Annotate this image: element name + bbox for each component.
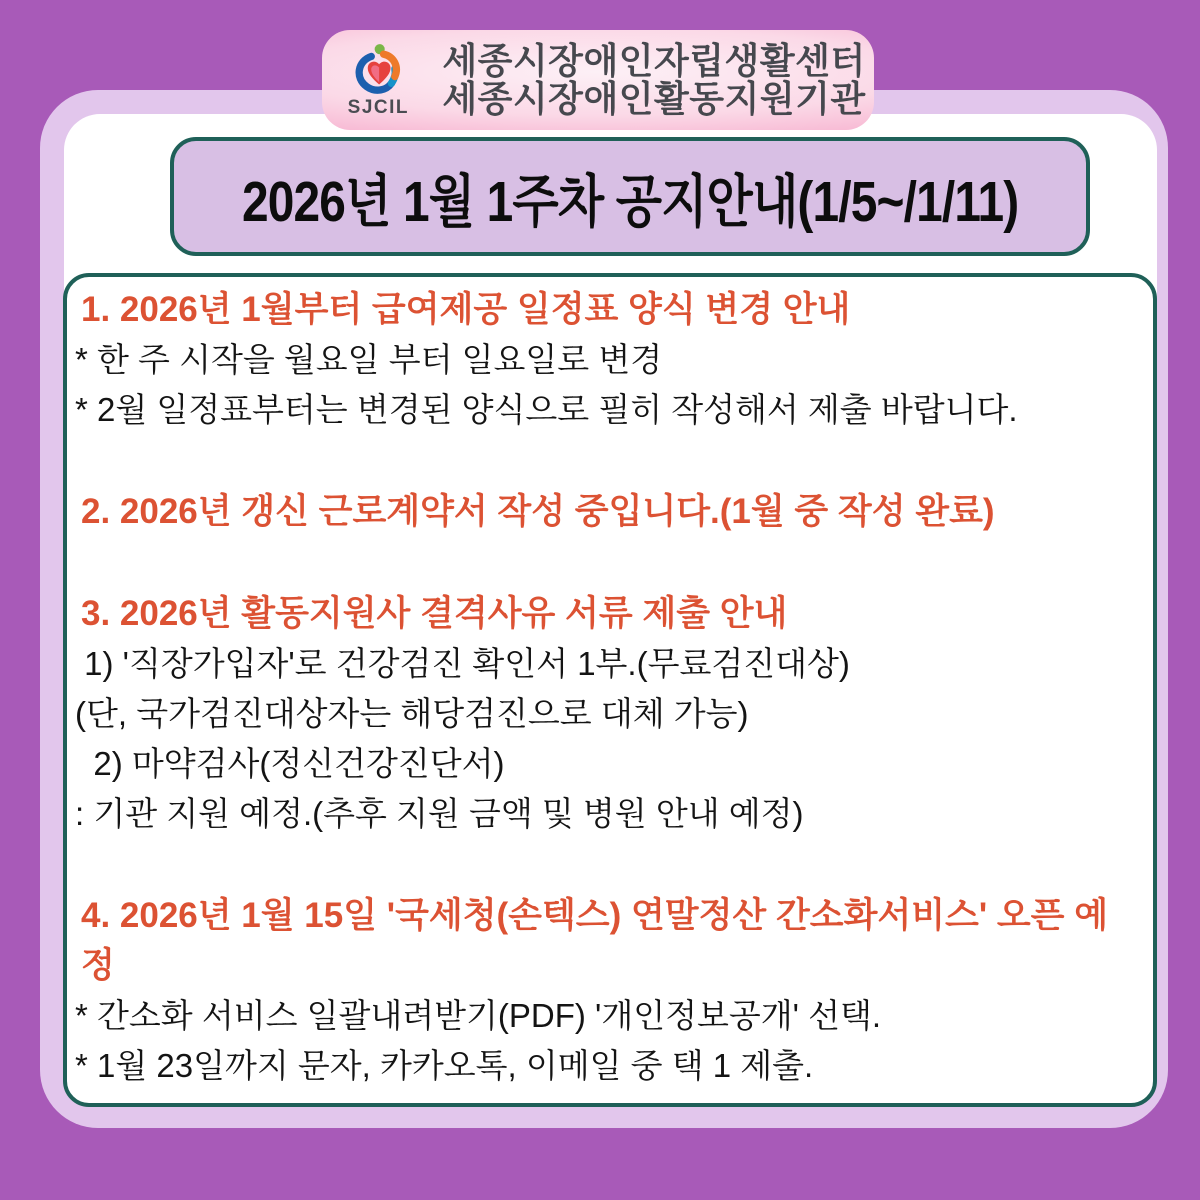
notice-title-box bbox=[170, 137, 1090, 256]
section-4-line-1: * 간소화 서비스 일괄내려받기(PDF) '개인정보공개' 선택. bbox=[75, 997, 881, 1034]
section-3-line-4: : 기관 지원 예정.(추후 지원 금액 및 병원 안내 예정) bbox=[75, 795, 804, 832]
notice-content-box bbox=[63, 273, 1157, 1107]
section-4-line-2: * 1월 23일까지 문자, 카카오톡, 이메일 중 택 1 제출. bbox=[75, 1047, 814, 1084]
section-1-line-1: * 한 주 시작을 월요일 부터 일요일로 변경 bbox=[75, 341, 663, 378]
section-3-line-2: (단, 국가검진대상자는 해당검진으로 대체 가능) bbox=[75, 695, 749, 732]
notice-section-4 bbox=[73, 891, 1133, 1091]
org-logo bbox=[330, 43, 426, 119]
section-1-heading: 1. 2026년 1월부터 급여제공 일정표 양식 변경 안내 bbox=[81, 290, 851, 329]
org-logo-acronym: SJCIL bbox=[347, 97, 410, 118]
notice-section-3 bbox=[73, 589, 1133, 839]
section-1-line-2: * 2월 일정표부터는 변경된 양식으로 필히 작성해서 제출 바랍니다. bbox=[75, 391, 1018, 428]
org-header-badge bbox=[322, 30, 874, 130]
notice-section-1 bbox=[73, 285, 1133, 435]
org-name-lines bbox=[442, 42, 865, 118]
org-name-line2: 세종시장애인활동지원기관 bbox=[442, 78, 866, 119]
sjcil-heart-logo-icon bbox=[349, 43, 407, 99]
notice-section-2 bbox=[73, 487, 1133, 537]
section-3-heading: 3. 2026년 활동지원사 결격사유 서류 제출 안내 bbox=[81, 594, 788, 633]
section-2-heading: 2. 2026년 갱신 근로계약서 작성 중입니다.(1월 중 작성 완료) bbox=[81, 492, 995, 531]
org-name-line1: 세종시장애인자립생활센터 bbox=[442, 40, 866, 81]
section-4-heading: 4. 2026년 1월 15일 '국세청(손텍스) 연말정산 간소화서비스' 오픈 예정 bbox=[81, 896, 1109, 985]
notice-title: 2026년 1월 1주차 공지안내(1/5~/1/11) bbox=[241, 169, 1019, 234]
section-3-line-1: 1) '직장가입자'로 건강검진 확인서 1부.(무료검진대상) bbox=[75, 645, 850, 682]
section-3-line-3: 2) 마약검사(정신건강진단서) bbox=[75, 745, 505, 782]
